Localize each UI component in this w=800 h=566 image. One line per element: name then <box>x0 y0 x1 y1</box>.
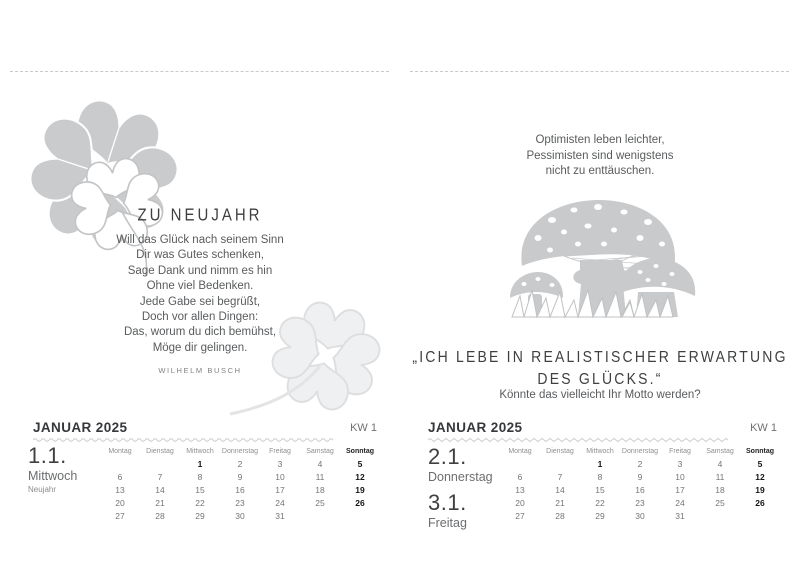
day-holiday: Neujahr <box>28 485 57 494</box>
calendar-day-4: 4 <box>717 458 723 469</box>
weekday-header: Donnerstag <box>221 448 259 455</box>
calendar-day-22: 22 <box>595 497 605 508</box>
calendar-day-empty <box>140 457 180 470</box>
calendar-day-15: 15 <box>595 484 605 495</box>
poem-line: Sage Dank und nimm es hin <box>127 264 273 277</box>
saying-text <box>400 133 800 180</box>
calendar-day-23: 23 <box>235 497 245 508</box>
calendar-day-empty <box>700 509 740 522</box>
calendar-day-28: 28 <box>555 510 565 521</box>
poem-line: Das, worum du dich bemühst, <box>123 326 277 339</box>
poem-line: Will das Glück nach seinem Sinn <box>116 234 284 246</box>
calendar-day-empty <box>740 509 780 522</box>
calendar-day-30: 30 <box>635 510 645 521</box>
mini-month-calendar <box>500 446 780 522</box>
day-date: 1.1. <box>28 443 67 468</box>
calendar-day-6: 6 <box>117 471 123 482</box>
saying-line: nicht zu enttäuschen. <box>545 165 655 177</box>
quote-line: DES GLÜCKS.“ <box>537 369 663 388</box>
day-date: 2.1. <box>428 444 467 469</box>
calendar-day-1: 1 <box>197 458 203 469</box>
poem-title: ZU NEUJAHR <box>137 205 263 226</box>
weekday-header: Donnerstag <box>621 448 659 455</box>
weekday-header: Sonntag <box>346 448 374 455</box>
day-date: 3.1. <box>428 490 467 515</box>
weekday-header: Montag <box>108 448 132 455</box>
perforation-line <box>10 71 389 72</box>
calendar-day-21: 21 <box>155 497 165 508</box>
poem-line: Dir was Gutes schenken, <box>136 249 264 262</box>
day-weekday: Freitag <box>428 516 467 530</box>
quote-text <box>400 346 800 390</box>
calendar-day-empty <box>540 457 580 470</box>
calendar-day-empty <box>500 457 540 470</box>
weekday-header: Mittwoch <box>186 448 214 455</box>
calendar-day-5: 5 <box>357 458 363 469</box>
calendar-day-16: 16 <box>235 484 245 495</box>
calendar-day-7: 7 <box>557 471 563 482</box>
calendar-day-empty <box>100 457 140 470</box>
perforation-line <box>410 71 789 72</box>
calendar-day-8: 8 <box>197 471 203 482</box>
weekday-header: Samstag <box>306 448 334 455</box>
calendar-day-12: 12 <box>355 471 365 482</box>
calendar-day-11: 11 <box>315 471 325 482</box>
calendar-day-8: 8 <box>597 471 603 482</box>
calendar-day-3: 3 <box>277 458 283 469</box>
calendar-day-16: 16 <box>635 484 645 495</box>
weekday-header: Freitag <box>269 448 291 455</box>
day-weekday: Donnerstag <box>428 470 493 484</box>
calendar-day-6: 6 <box>517 471 523 482</box>
poem-line: Möge dir gelingen. <box>152 341 248 354</box>
mushroom-illustration <box>502 192 702 322</box>
saying-line: Optimisten leben leichter, <box>535 134 665 146</box>
saying-line: Pessimisten sind wenigstens <box>526 149 674 162</box>
calendar-day-28: 28 <box>155 510 165 521</box>
calendar-day-13: 13 <box>515 484 525 495</box>
calendar-day-19: 19 <box>755 484 765 495</box>
quote-subline: Könnte das vielleicht Ihr Motto werden? <box>499 389 701 401</box>
calendar-day-18: 18 <box>715 484 725 495</box>
calendar-day-2: 2 <box>637 458 643 469</box>
calendar-day-11: 11 <box>715 471 725 482</box>
weekday-header: Dienstag <box>546 448 574 455</box>
calendar-day-empty <box>340 509 380 522</box>
weekday-header: Freitag <box>669 448 691 455</box>
quote-line: „ICH LEBE IN REALISTISCHER ERWARTUNG <box>412 347 788 366</box>
calendar-day-21: 21 <box>555 497 565 508</box>
month-title: JANUAR 2025 <box>428 420 523 435</box>
calendar-day-26: 26 <box>355 497 365 508</box>
calendar-day-14: 14 <box>555 484 565 495</box>
month-title: JANUAR 2025 <box>33 420 128 435</box>
week-number-label: KW 1 <box>750 422 777 434</box>
week-number-label: KW 1 <box>350 422 377 434</box>
calendar-day-15: 15 <box>195 484 205 495</box>
calendar-day-3: 3 <box>677 458 683 469</box>
calendar-day-27: 27 <box>115 510 125 521</box>
calendar-day-26: 26 <box>755 497 765 508</box>
calendar-day-4: 4 <box>317 458 323 469</box>
calendar-day-9: 9 <box>237 471 243 482</box>
calendar-day-22: 22 <box>195 497 205 508</box>
calendar-day-7: 7 <box>157 471 163 482</box>
calendar-day-9: 9 <box>637 471 643 482</box>
clover-light-illustration <box>228 298 398 428</box>
calendar-day-1: 1 <box>597 458 603 469</box>
mini-month-calendar <box>100 446 380 522</box>
calendar-day-31: 31 <box>275 510 285 521</box>
calendar-day-10: 10 <box>675 471 685 482</box>
calendar-day-20: 20 <box>515 497 525 508</box>
calendar-day-19: 19 <box>355 484 365 495</box>
calendar-day-5: 5 <box>757 458 763 469</box>
poem-line: Doch vor allen Dingen: <box>141 311 259 324</box>
calendar-day-18: 18 <box>315 484 325 495</box>
poem-line: Jede Gabe sei begrüßt, <box>139 295 261 308</box>
weekday-header: Mittwoch <box>586 448 614 455</box>
calendar-day-29: 29 <box>595 510 605 521</box>
calendar-day-empty <box>300 509 340 522</box>
calendar-day-25: 25 <box>715 497 725 508</box>
wave-divider <box>428 437 728 443</box>
weekday-header: Samstag <box>706 448 734 455</box>
calendar-day-24: 24 <box>675 497 685 508</box>
weekday-header: Montag <box>508 448 532 455</box>
weekday-header: Sonntag <box>746 448 774 455</box>
wave-divider <box>33 437 333 443</box>
calendar-day-29: 29 <box>195 510 205 521</box>
calendar-day-2: 2 <box>237 458 243 469</box>
right-page <box>400 0 800 566</box>
calendar-day-20: 20 <box>115 497 125 508</box>
calendar-day-12: 12 <box>755 471 765 482</box>
calendar-day-24: 24 <box>275 497 285 508</box>
poem-author: WILHELM BUSCH <box>158 366 242 375</box>
calendar-day-25: 25 <box>315 497 325 508</box>
poem-line: Ohne viel Bedenken. <box>146 280 254 293</box>
calendar-day-14: 14 <box>155 484 165 495</box>
weekday-header: Dienstag <box>146 448 174 455</box>
calendar-day-30: 30 <box>235 510 245 521</box>
calendar-day-27: 27 <box>515 510 525 521</box>
calendar-day-13: 13 <box>115 484 125 495</box>
calendar-day-23: 23 <box>635 497 645 508</box>
calendar-day-10: 10 <box>275 471 285 482</box>
day-weekday: Mittwoch <box>28 469 78 483</box>
calendar-day-17: 17 <box>275 484 285 495</box>
calendar-day-17: 17 <box>675 484 685 495</box>
calendar-day-31: 31 <box>675 510 685 521</box>
